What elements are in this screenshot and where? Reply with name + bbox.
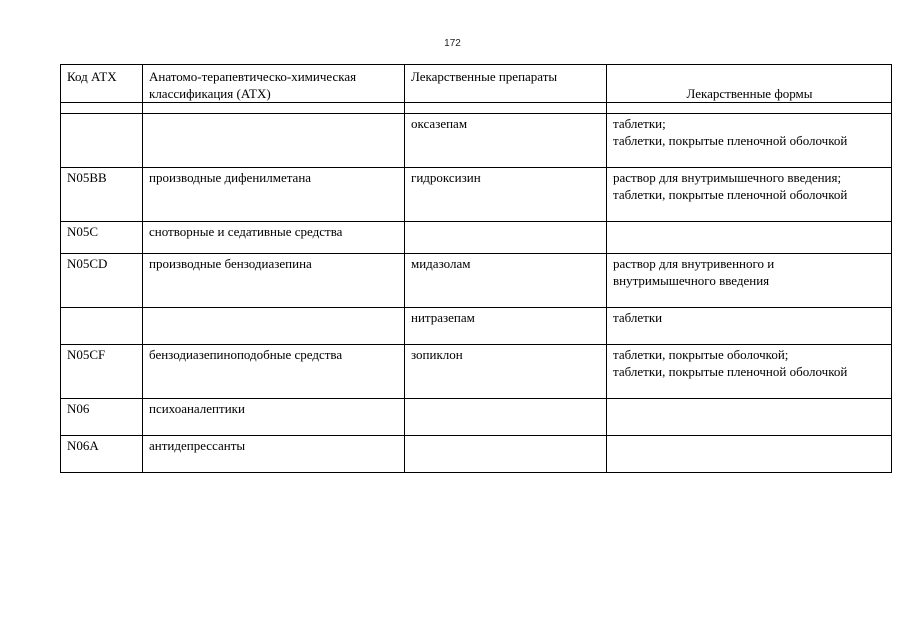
cell-drug: гидроксизин — [405, 168, 607, 222]
cell-drug — [405, 436, 607, 473]
header-classification: Анатомо-терапевтическо-химическая классификация (АТХ) — [143, 65, 405, 103]
cell-form: раствор для внутримышечного введения; таблетки, покрытые пленочной оболочкой — [607, 168, 892, 222]
cell-classification — [143, 114, 405, 168]
cell-code: N05BB — [61, 168, 143, 222]
cell-code: N05CF — [61, 345, 143, 399]
cell-code: N06 — [61, 399, 143, 436]
cell-form — [607, 436, 892, 473]
table-row — [61, 345, 892, 399]
cell-code: N05C — [61, 222, 143, 254]
spacer-cell — [607, 103, 892, 114]
page-number: 172 — [444, 38, 461, 49]
cell-classification: производные бензодиазепина — [143, 254, 405, 308]
cell-form: таблетки — [607, 308, 892, 345]
cell-code: N06A — [61, 436, 143, 473]
table-row — [61, 308, 892, 345]
cell-code: N05CD — [61, 254, 143, 308]
cell-classification: психоаналептики — [143, 399, 405, 436]
cell-code — [61, 114, 143, 168]
cell-classification: бензодиазепиноподобные средства — [143, 345, 405, 399]
spacer-cell — [405, 103, 607, 114]
table-row — [61, 436, 892, 473]
cell-form: раствор для внутривенного и внутримышечного введения — [607, 254, 892, 308]
cell-drug: нитразепам — [405, 308, 607, 345]
cell-form: таблетки; таблетки, покрытые пленочной оболочкой — [607, 114, 892, 168]
cell-classification — [143, 308, 405, 345]
cell-form: таблетки, покрытые оболочкой; таблетки, покрытые пленочной оболочкой — [607, 345, 892, 399]
atx-table — [60, 64, 892, 473]
spacer-cell — [143, 103, 405, 114]
header-code: Код АТХ — [61, 65, 143, 103]
cell-code — [61, 308, 143, 345]
cell-classification: снотворные и седативные средства — [143, 222, 405, 254]
table-row — [61, 168, 892, 222]
table-row — [61, 114, 892, 168]
cell-classification: производные дифенилметана — [143, 168, 405, 222]
cell-drug: мидазолам — [405, 254, 607, 308]
cell-drug: зопиклон — [405, 345, 607, 399]
header-forms: Лекарственные формы — [607, 65, 892, 103]
cell-drug — [405, 222, 607, 254]
table-row — [61, 399, 892, 436]
table-header-row — [61, 65, 892, 103]
table-row — [61, 222, 892, 254]
cell-form — [607, 399, 892, 436]
cell-drug: оксазепам — [405, 114, 607, 168]
cell-form — [607, 222, 892, 254]
cell-classification: антидепрессанты — [143, 436, 405, 473]
spacer-cell — [61, 103, 143, 114]
header-drugs: Лекарственные препараты — [405, 65, 607, 103]
cell-drug — [405, 399, 607, 436]
table-row — [61, 254, 892, 308]
table-spacer-row — [61, 103, 892, 114]
